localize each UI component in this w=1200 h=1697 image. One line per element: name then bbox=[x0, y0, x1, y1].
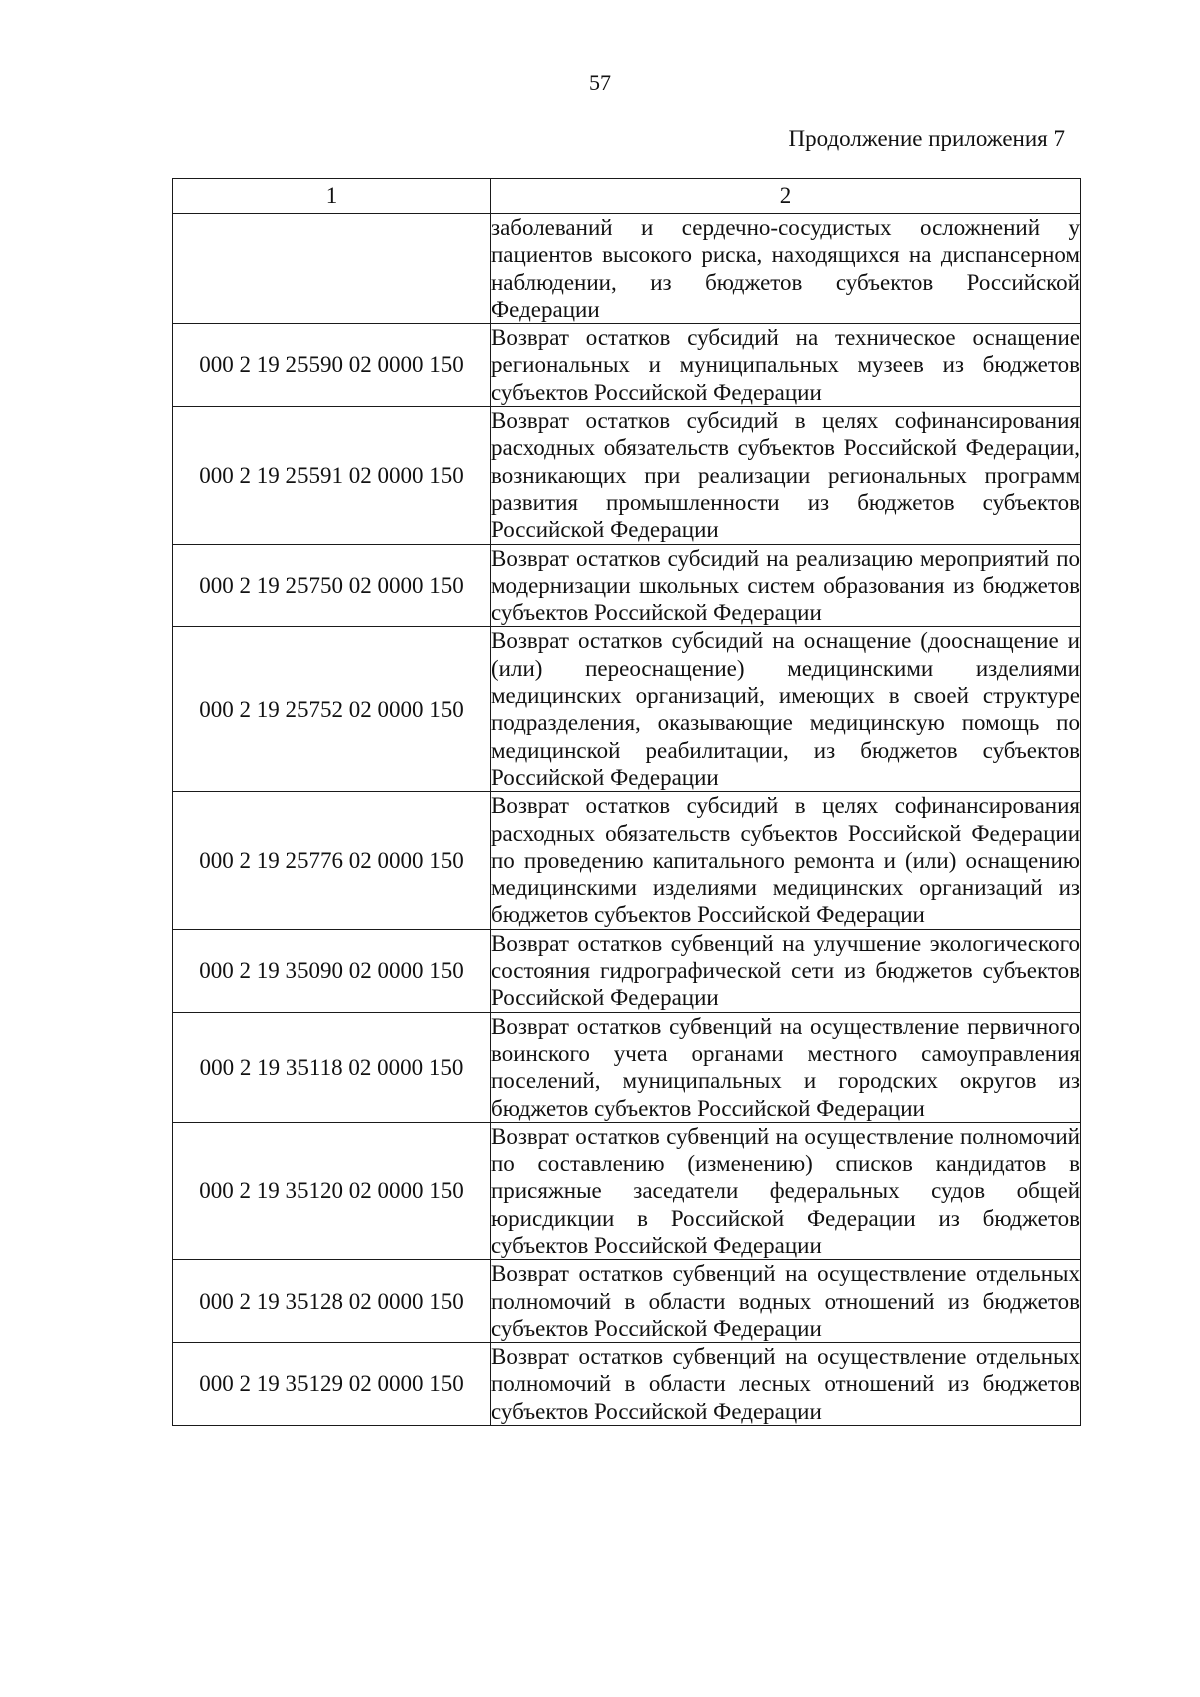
description-cell: Возврат остатков субсидий на техническое оснащение региональных и муниципальных музеев из бюджетов субъектов Российской Федерации bbox=[491, 325, 1080, 405]
budget-codes-table bbox=[172, 178, 1081, 1426]
description-cell: Возврат остатков субвенций на осуществление полномочий по составлению (изменению) списков кандидатов в присяжные заседатели федеральных судов общей юрисдикции в Российской Федерации из бюджетов субъектов Российской Федерации bbox=[491, 1123, 1080, 1258]
description-cell: Возврат остатков субвенций на улучшение экологического состояния гидрографической сети из бюджетов субъектов Российской Федерации bbox=[491, 930, 1080, 1011]
description-cell: Возврат остатков субсидий на оснащение (дооснащение и (или) переоснащение) медицинскими изделиями медицинских организаций, имеющих в своей структуре подразделения, оказывающие медицинскую помощь по медицинской реабилитации, из бюджетов субъектов Российской Федерации bbox=[491, 628, 1080, 790]
table-row bbox=[173, 1343, 1081, 1426]
table-row bbox=[173, 1260, 1081, 1343]
table-row bbox=[173, 1012, 1081, 1122]
budget-code-cell: 000 2 19 25750 02 0000 150 bbox=[173, 544, 491, 627]
budget-code-cell: 000 2 19 25752 02 0000 150 bbox=[173, 627, 491, 792]
description-cell: Возврат остатков субсидий в целях софинансирования расходных обязательств субъектов Российской Федерации по проведению капитального ремонта и (или) оснащению медицинскими изделиями медицинских организаций из бюджетов субъектов Российской Федерации bbox=[491, 793, 1080, 928]
appendix-continuation-note: Продолжение приложения 7 bbox=[788, 126, 1065, 151]
budget-code-cell: 000 2 19 35118 02 0000 150 bbox=[173, 1012, 491, 1122]
table-row bbox=[173, 627, 1081, 792]
budget-code-cell: 000 2 19 35090 02 0000 150 bbox=[173, 929, 491, 1012]
table-row bbox=[173, 544, 1081, 627]
description-cell: Возврат остатков субсидий в целях софинансирования расходных обязательств субъектов Российской Федерации, возникающих при реализации региональных программ развития промышленности из бюджетов субъектов Российской Федерации bbox=[491, 408, 1080, 543]
budget-code-cell: 000 2 19 25590 02 0000 150 bbox=[173, 324, 491, 407]
table-row bbox=[173, 214, 1081, 324]
description-cell: Возврат остатков субсидий на реализацию мероприятий по модернизации школьных систем образования из бюджетов субъектов Российской Федерации bbox=[491, 545, 1080, 626]
budget-code-cell: 000 2 19 25591 02 0000 150 bbox=[173, 407, 491, 544]
table-row bbox=[173, 929, 1081, 1012]
table-row bbox=[173, 324, 1081, 407]
table-header bbox=[173, 179, 1081, 214]
budget-code-cell bbox=[173, 214, 491, 324]
page-number: 57 bbox=[589, 70, 611, 95]
table-row bbox=[173, 1122, 1081, 1259]
budget-code-cell: 000 2 19 35129 02 0000 150 bbox=[173, 1343, 491, 1426]
budget-code-cell: 000 2 19 35128 02 0000 150 bbox=[173, 1260, 491, 1343]
table-row bbox=[173, 792, 1081, 929]
description-cell: заболеваний и сердечно-сосудистых осложнений у пациентов высокого риска, находящихся на диспансерном наблюдении, из бюджетов субъектов Российской Федерации bbox=[491, 215, 1080, 322]
description-cell: Возврат остатков субвенций на осуществление отдельных полномочий в области лесных отношений из бюджетов субъектов Российской Федерации bbox=[491, 1344, 1080, 1424]
description-cell: Возврат остатков субвенций на осуществление первичного воинского учета органами местного самоуправления поселений, муниципальных и городских округов из бюджетов субъектов Российской Федерации bbox=[491, 1013, 1080, 1121]
budget-code-cell: 000 2 19 25776 02 0000 150 bbox=[173, 792, 491, 929]
table-row bbox=[173, 407, 1081, 544]
budget-code-cell: 000 2 19 35120 02 0000 150 bbox=[173, 1122, 491, 1259]
column-header-1: 1 bbox=[173, 179, 491, 214]
table-body bbox=[173, 214, 1081, 1426]
description-cell: Возврат остатков субвенций на осуществление отдельных полномочий в области водных отношений из бюджетов субъектов Российской Федерации bbox=[491, 1261, 1080, 1341]
column-header-2: 2 bbox=[491, 179, 1081, 214]
table-header-row bbox=[173, 179, 1081, 214]
